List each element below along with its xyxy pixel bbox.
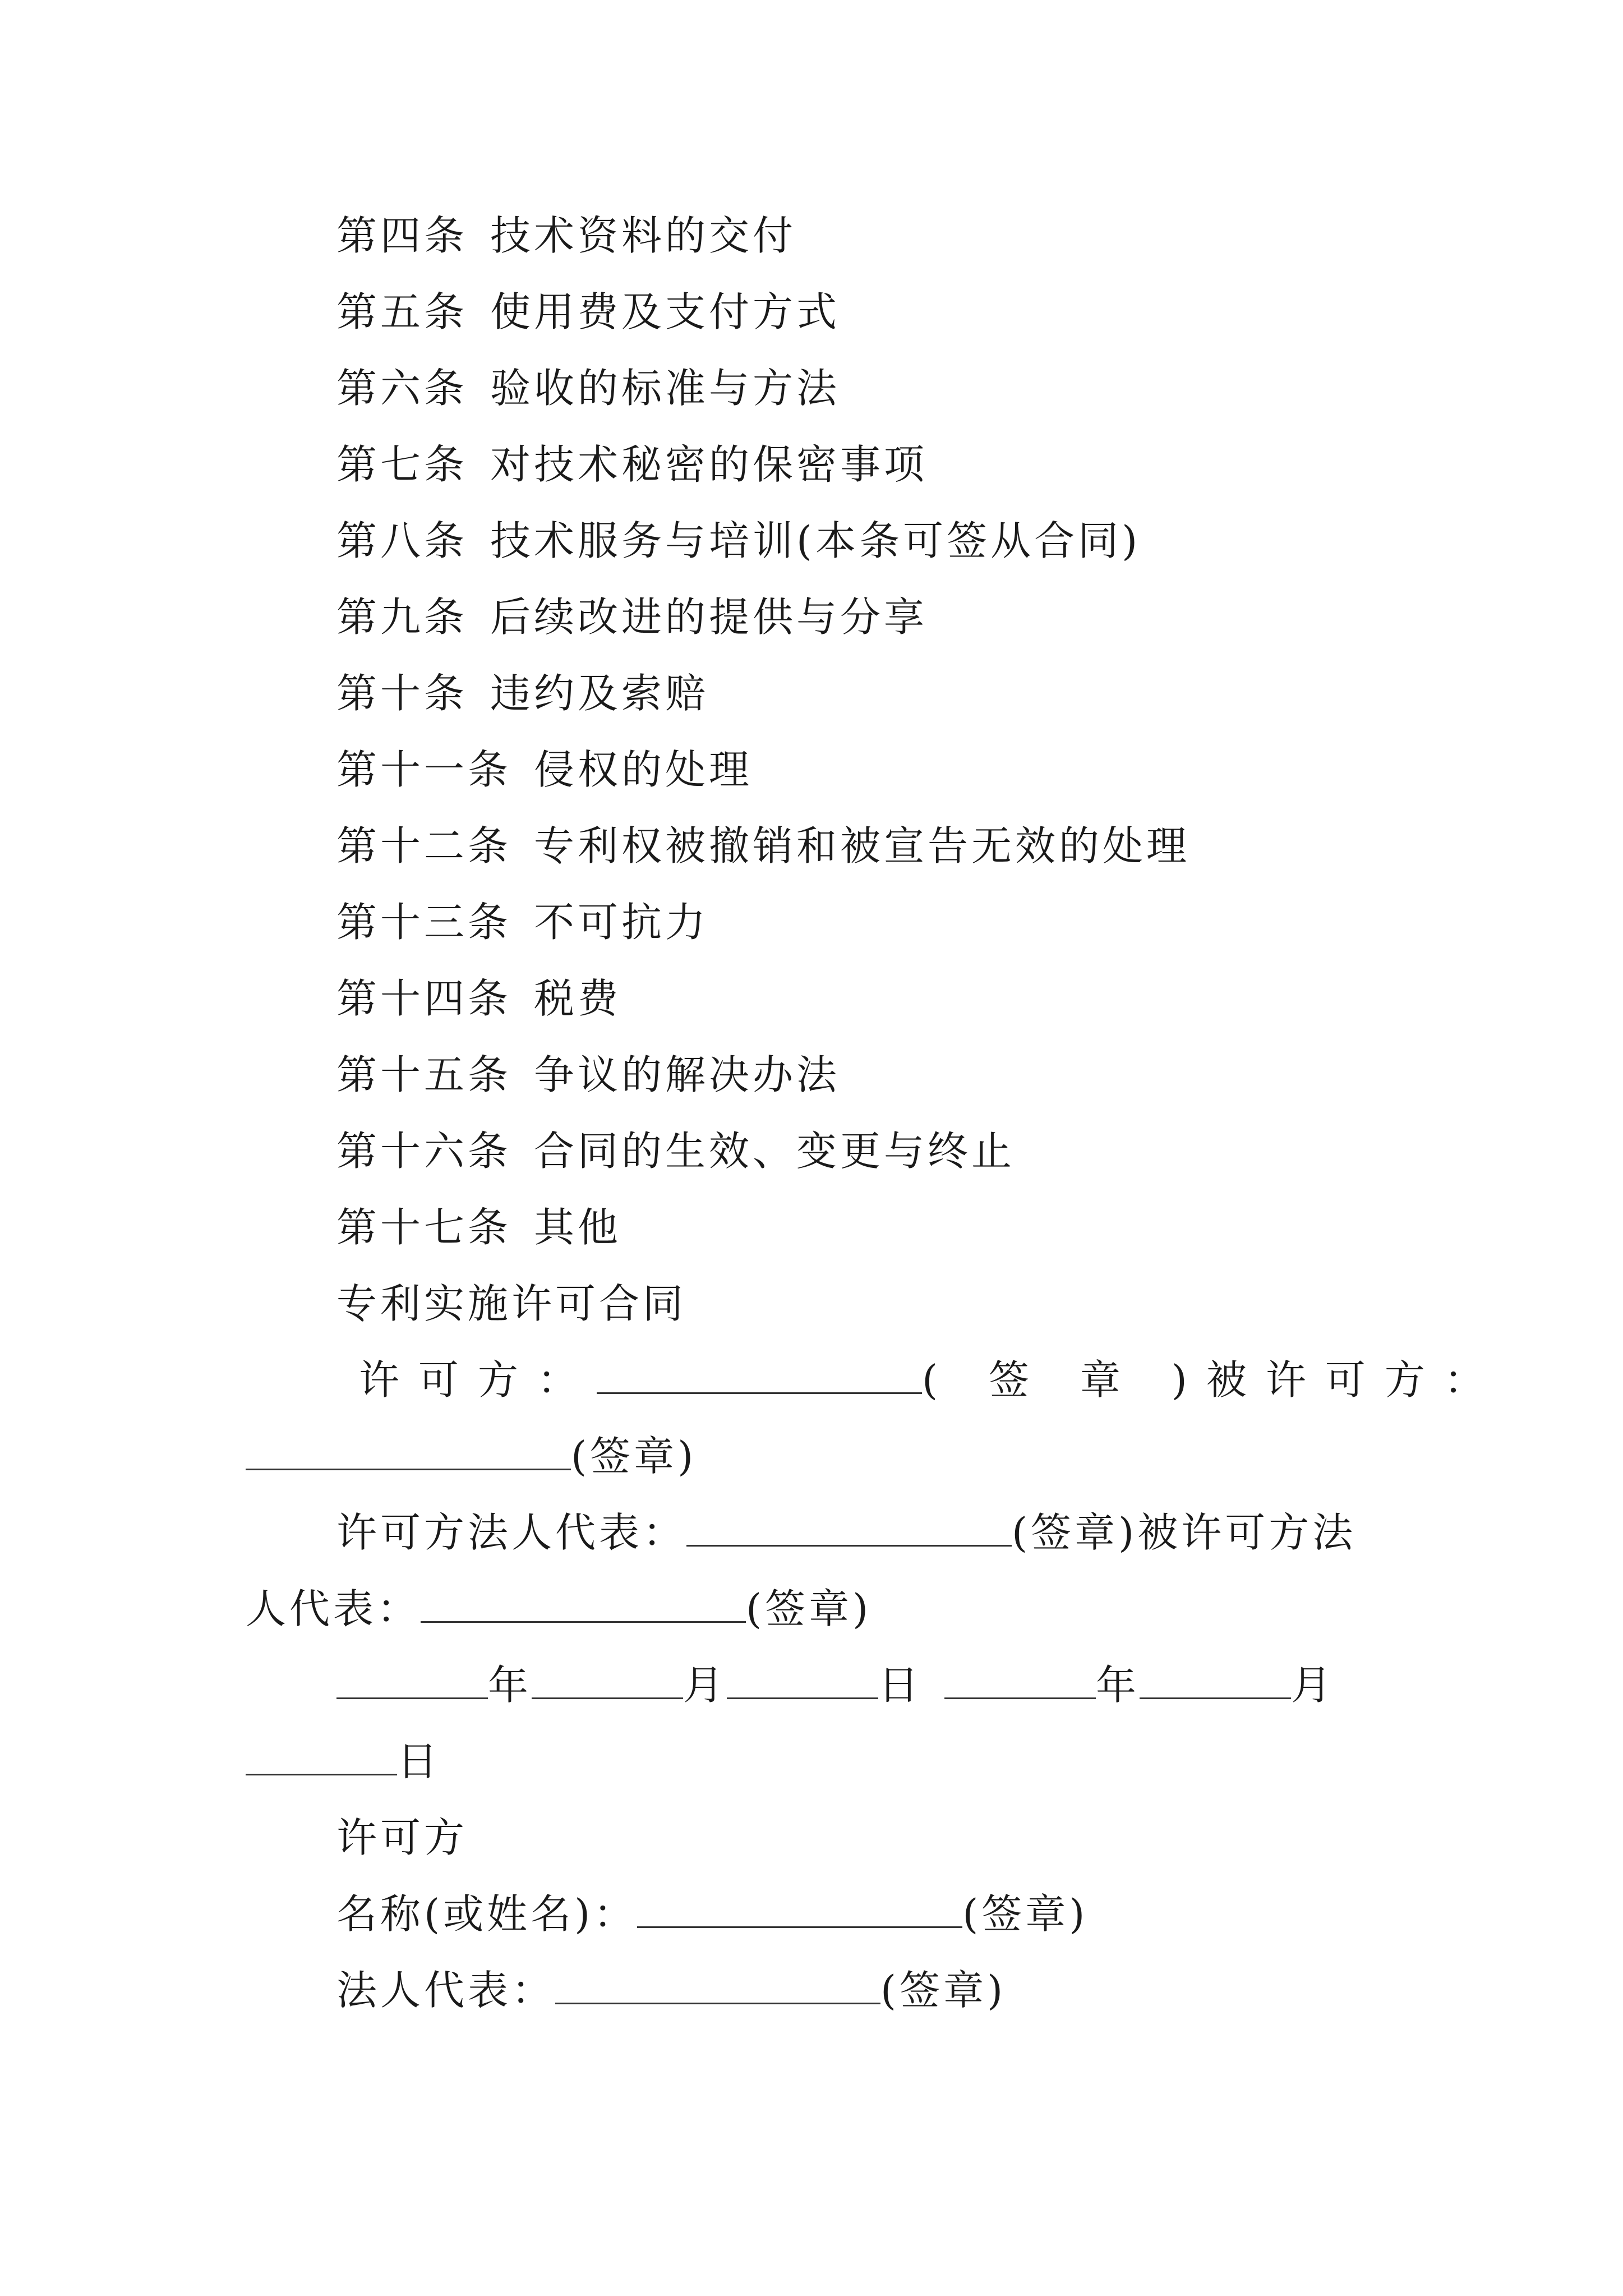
article-4: [336, 208, 796, 264]
signature-line-parties: [359, 1352, 1504, 1408]
month-label: 月: [1291, 1662, 1335, 1709]
licensee-label: 被许可方：: [1206, 1356, 1504, 1404]
day-label: 日: [397, 1738, 441, 1785]
article-number: 第九条: [336, 593, 468, 641]
licensee-day-blank[interactable]: [246, 1739, 397, 1775]
article-5: [336, 284, 840, 340]
licensor-signature-blank[interactable]: [597, 1358, 922, 1394]
licensee-seal: (签章): [571, 1433, 697, 1480]
article-number: 第十四条: [336, 975, 512, 1022]
article-title: 技术资料的交付: [490, 212, 797, 259]
article-title: 不可抗力: [534, 899, 709, 946]
signature-line-reps-cont: [246, 1581, 872, 1637]
licensee-rep-seal: (签章): [746, 1585, 872, 1632]
licensee-year-blank[interactable]: [944, 1663, 1096, 1699]
article-number: 第八条: [336, 517, 468, 564]
licensor-day-blank[interactable]: [727, 1663, 878, 1699]
article-15: [336, 1047, 840, 1103]
article-title: 税费: [534, 975, 622, 1022]
year-label: 年: [488, 1662, 532, 1709]
article-16: [336, 1123, 1015, 1179]
date-line: [336, 1657, 1335, 1713]
signature-line-reps: [336, 1504, 1356, 1561]
article-title: 后续改进的提供与分享: [490, 593, 928, 641]
licensor-name-blank[interactable]: [637, 1892, 962, 1928]
article-11: [336, 742, 753, 798]
licensor-name-seal: (签章): [962, 1890, 1089, 1938]
article-title: 侵权的处理: [534, 746, 753, 793]
year-label: 年: [1096, 1662, 1140, 1709]
licensor-month-blank[interactable]: [532, 1663, 683, 1699]
article-title: 合同的生效、变更与终止: [534, 1128, 1016, 1175]
article-7: [336, 436, 928, 493]
article-number: 第十五条: [336, 1051, 512, 1098]
article-number: 第十条: [336, 670, 468, 717]
licensee-signature-blank[interactable]: [246, 1434, 571, 1470]
article-number: 第十六条: [336, 1128, 512, 1175]
month-label: 月: [683, 1662, 727, 1709]
licensor-name-line: [336, 1886, 1088, 1942]
article-number: 第十一条: [336, 746, 512, 793]
article-number: 第十二条: [336, 822, 512, 869]
article-title: 对技术秘密的保密事项: [490, 441, 928, 488]
article-17: [336, 1199, 621, 1255]
article-title: 验收的标准与方法: [490, 365, 841, 412]
date-line-cont: [246, 1733, 441, 1789]
article-number: 第四条: [336, 212, 468, 259]
article-title: 违约及索赔: [490, 670, 709, 717]
article-number: 第七条: [336, 441, 468, 488]
article-title: 专利权被撤销和被宣告无效的处理: [534, 822, 1191, 869]
article-6: [336, 360, 840, 416]
licensor-rep-blank[interactable]: [686, 1510, 1012, 1547]
article-title: 使用费及支付方式: [490, 288, 841, 335]
article-title: 争议的解决办法: [534, 1051, 841, 1098]
licensor-block-rep-seal: (签章): [880, 1967, 1007, 2014]
article-9: [336, 589, 928, 645]
licensor-name-label: 名称(或姓名)：: [336, 1890, 638, 1938]
article-number: 第十三条: [336, 899, 512, 946]
licensor-rep-line: [336, 1962, 1006, 2018]
article-number: 第六条: [336, 365, 468, 412]
licensor-seal: ( 签 章 ): [922, 1356, 1206, 1404]
article-number: 第五条: [336, 288, 468, 335]
article-8: [336, 513, 1141, 569]
article-title: 技术服务与培训(本条可签从合同): [490, 517, 1141, 564]
licensee-rep-label-part1: 被许可方法: [1137, 1509, 1357, 1556]
licensor-block-rep-blank[interactable]: [555, 1968, 880, 2004]
licensor-rep-seal: (签章): [1012, 1509, 1138, 1556]
article-10: [336, 665, 709, 721]
licensor-rep-label: 许可方法人代表：: [336, 1509, 687, 1556]
licensor-label: 许可方：: [359, 1356, 597, 1404]
licensor-heading: 许可方: [336, 1814, 468, 1861]
article-title: 其他: [534, 1204, 622, 1251]
licensee-rep-label-part2: 人代表：: [246, 1585, 421, 1632]
signature-line-parties-cont: [246, 1428, 697, 1484]
contract-title: 专利实施许可合同: [336, 1280, 687, 1327]
licensor-block-rep-label: 法人代表：: [336, 1967, 556, 2014]
article-number: 第十七条: [336, 1204, 512, 1251]
article-14: [336, 970, 621, 1027]
licensee-rep-blank[interactable]: [421, 1586, 746, 1623]
article-12: [336, 818, 1190, 874]
day-label: 日: [878, 1662, 923, 1709]
licensor-year-blank[interactable]: [336, 1663, 488, 1699]
article-13: [336, 894, 709, 950]
licensee-month-blank[interactable]: [1140, 1663, 1291, 1699]
